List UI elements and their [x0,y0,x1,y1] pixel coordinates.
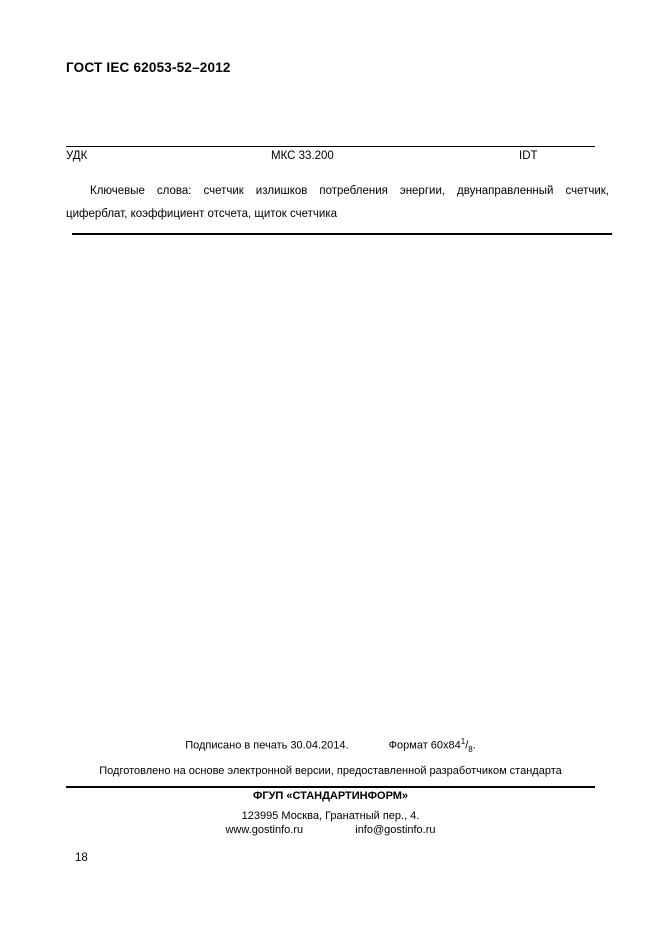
organization-name: ФГУП «СТАНДАРТИНФОРМ» [252,790,409,802]
udk-label: УДК [66,150,88,162]
format-fraction-numerator: 1 [460,737,466,746]
format-label: Формат 60x84 [388,739,461,752]
print-info-line: Подписано в печать 30.04.2014. Формат $60x84^1/_8$. [185,737,476,754]
mks-label: МКС 33.200 [271,150,334,162]
page-number: 18 [75,852,88,864]
footer-divider-rule [66,786,595,788]
print-date: Подписано в печать 30.04.2014. [185,739,349,752]
preparation-note: Подготовлено на основе электронной версии, предоставленной разработчиком стандарта [99,765,562,777]
standard-header: ГОСТ IEC 62053-52–2012 [66,60,231,75]
organization-address: 123995 Москва, Гранатный пер., 4. [241,810,420,822]
metadata-row [66,150,595,168]
format-fraction-denominator: 8 [468,744,473,754]
format-end: . [472,739,476,752]
keywords-text: счетчик излишков потребления энергии, двунаправленный счетчик, циферблат, коэффициент отсчета, щиток счетчика [66,185,609,220]
contact-links [0,824,661,836]
keywords-block [66,180,609,226]
website-link[interactable]: www.gostinfo.ru [225,824,304,836]
keywords-divider-rule [72,233,612,235]
header-divider-rule [66,146,595,147]
idt-label: IDT [519,150,538,162]
keywords-prefix: Ключевые слова: [90,185,192,197]
email-link[interactable]: info@gostinfo.ru [355,824,436,836]
